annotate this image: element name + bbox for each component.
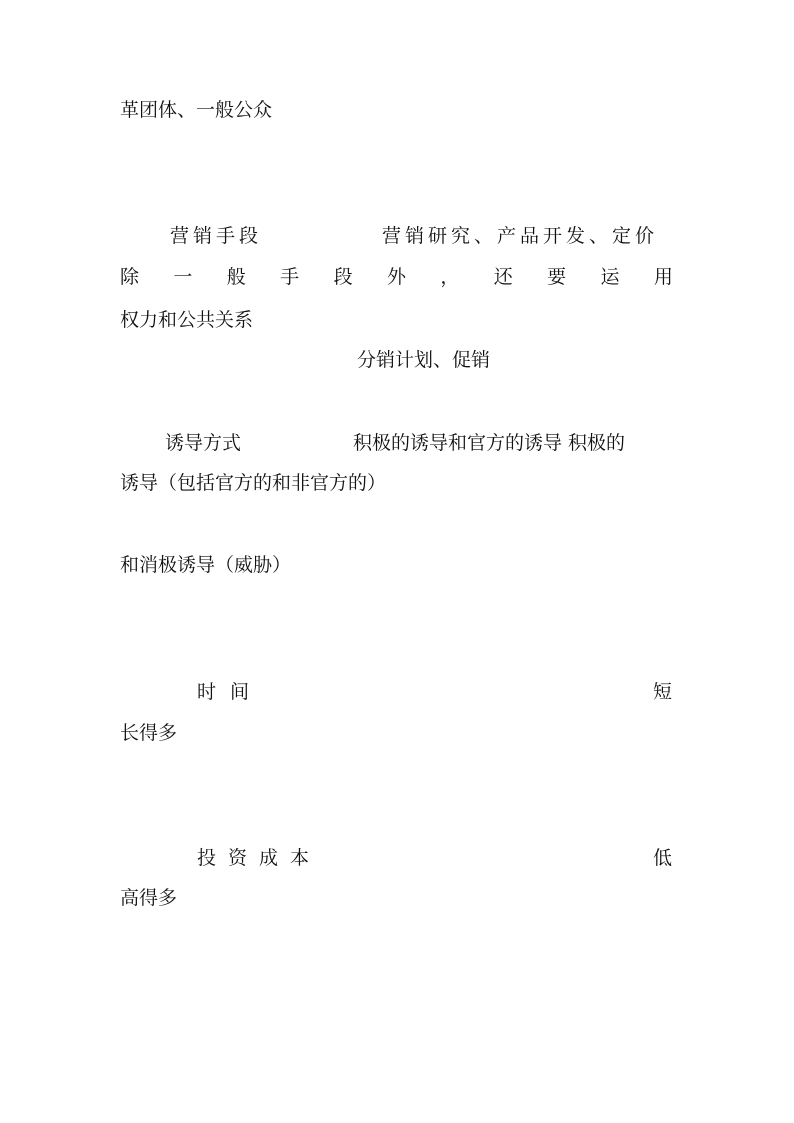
row-label-investment-cost: 投资成本	[197, 847, 322, 869]
char: 还	[493, 266, 513, 288]
row-label-time: 时间	[197, 681, 264, 703]
char: 一	[173, 266, 193, 288]
char: 外	[386, 266, 406, 288]
char: 段	[333, 266, 353, 288]
char: 手	[280, 266, 300, 288]
time-value-longer: 长得多	[120, 722, 178, 744]
row-label-marketing-means: 营销手段	[170, 225, 263, 247]
char: 用	[653, 266, 673, 288]
cost-value-higher: 高得多	[120, 887, 178, 909]
char: 要	[547, 266, 567, 288]
char: ，	[440, 266, 460, 288]
inducement-text-line-1: 积极的诱导和官方的诱导 积极的	[353, 432, 626, 454]
char: 除	[120, 266, 140, 288]
marketing-means-text-line-3: 权力和公共关系	[120, 309, 254, 331]
text-line-public: 革团体、一般公众	[120, 99, 273, 121]
marketing-means-text-line-4: 分销计划、促销	[357, 349, 491, 371]
inducement-text-line-2: 诱导（包括官方的和非官方的）	[120, 472, 387, 494]
inducement-text-line-3: 和消极诱导（威胁）	[120, 554, 292, 576]
cost-value-low: 低	[653, 847, 673, 869]
time-value-short: 短	[653, 681, 673, 703]
row-label-inducement: 诱导方式	[165, 432, 242, 454]
char: 运	[600, 266, 620, 288]
char: 般	[226, 266, 246, 288]
marketing-means-text-line-1: 营销研究、产品开发、定价	[382, 225, 659, 247]
marketing-means-text-line-2	[120, 268, 673, 287]
